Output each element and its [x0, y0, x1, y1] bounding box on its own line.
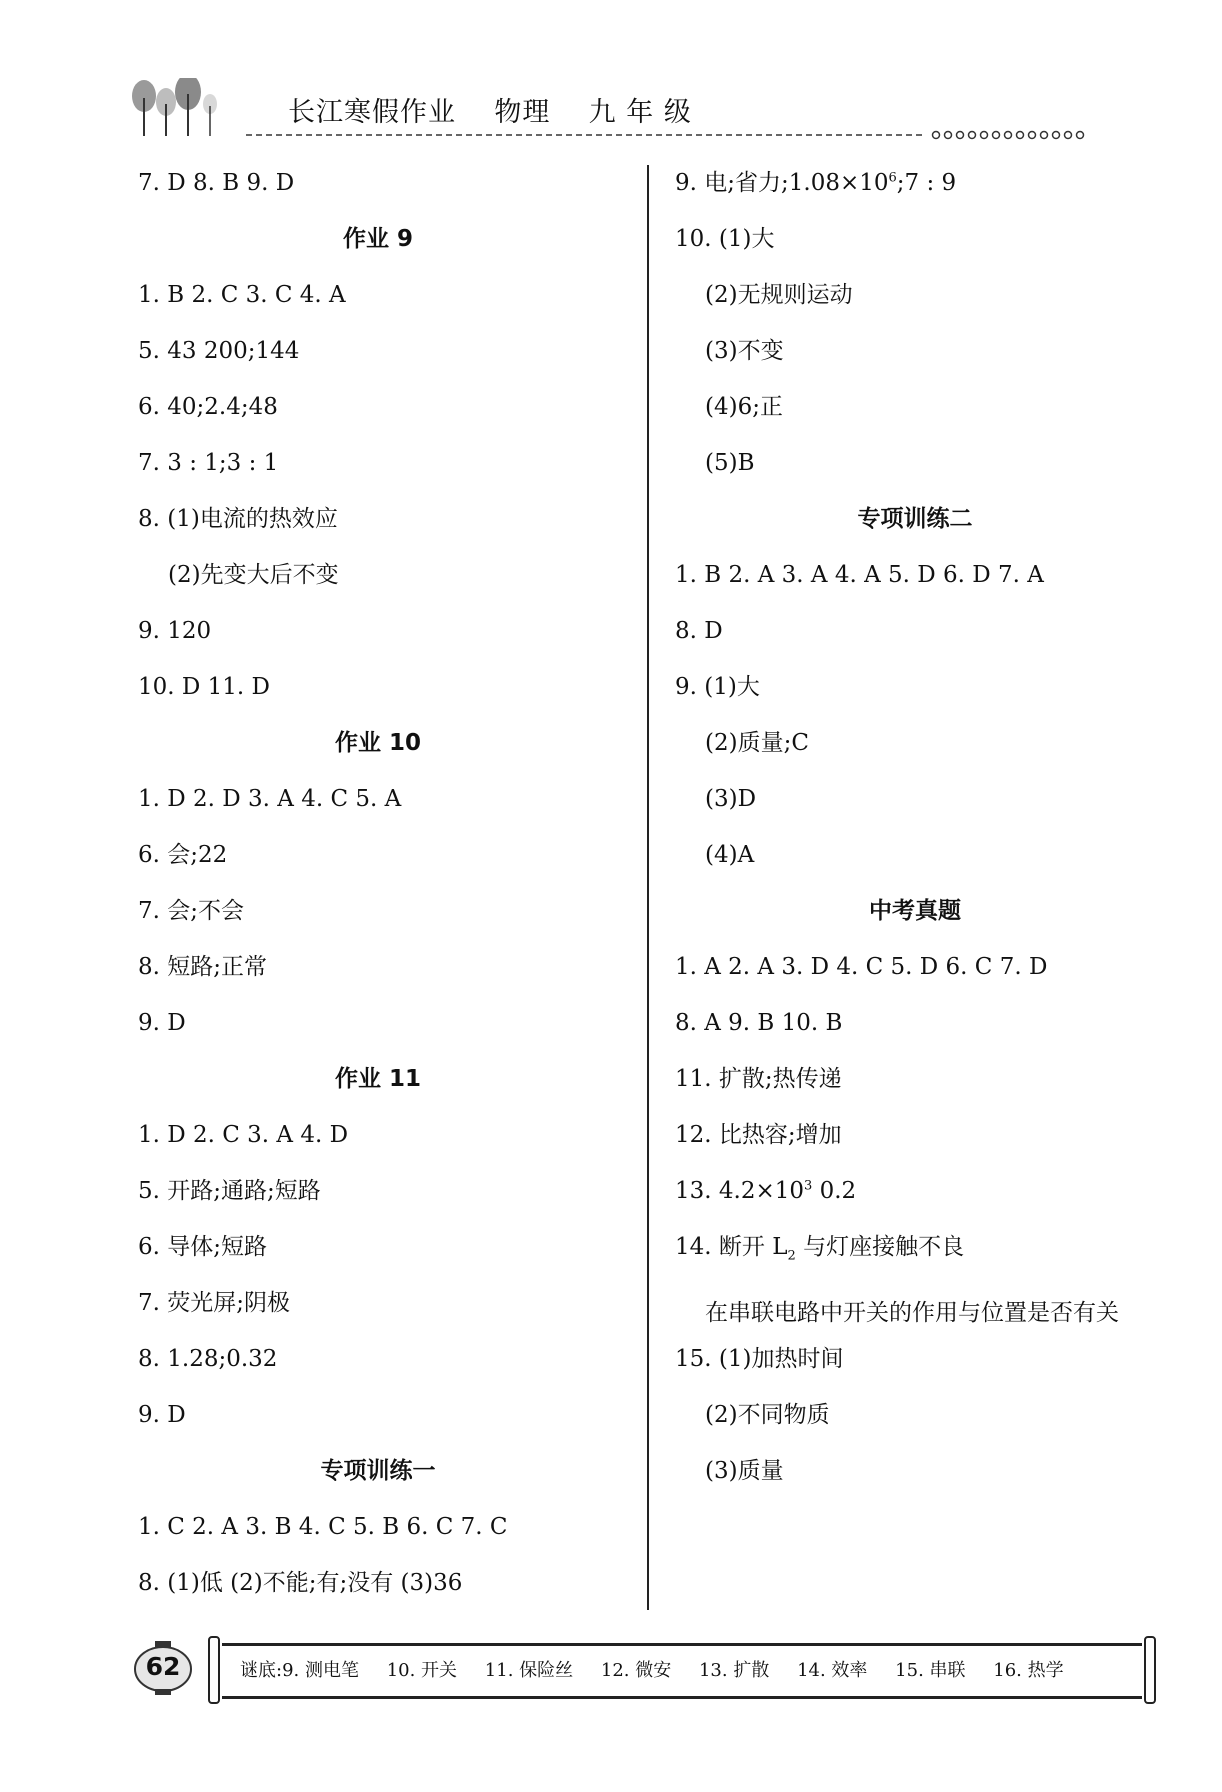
answer-line: (3)不变 — [705, 338, 784, 364]
riddle-item: 15. 串联 — [895, 1660, 966, 1681]
answer-line: 6. 会;22 — [138, 842, 228, 868]
answer-line: 7. 会;不会 — [138, 898, 245, 924]
riddle-item: 10. 开关 — [386, 1660, 458, 1681]
riddle-item: 12. 微安 — [600, 1660, 672, 1681]
answer-line: 7. 荧光屏;阴极 — [138, 1290, 291, 1316]
riddle-item: 11. 保险丝 — [484, 1660, 574, 1681]
answer-line: 15. (1)加热时间 — [675, 1346, 844, 1372]
answer-line: 10. (1)大 — [675, 226, 775, 252]
answer-line: 1. D 2. D 3. A 4. C 5. A — [138, 786, 402, 812]
header-dotted-rule — [246, 130, 1146, 140]
section-heading: 作业 9 — [342, 226, 413, 252]
answer-text: 13. 4.2×10 — [675, 1178, 805, 1204]
answer-line: (2)不同物质 — [705, 1402, 830, 1428]
answer-line: 8. 1.28;0.32 — [138, 1346, 278, 1372]
answer-line: 9. D — [138, 1402, 186, 1428]
answer-line: 11. 扩散;热传递 — [675, 1066, 842, 1092]
answer-line — [675, 165, 1155, 221]
answer-text: 与灯座接触不良 — [795, 1234, 965, 1260]
answer-line: (2)质量;C — [705, 730, 809, 756]
answer-line: 5. 43 200;144 — [138, 338, 300, 364]
superscript: 6 — [888, 170, 897, 186]
answer-text: ;7 : 9 — [896, 170, 957, 196]
answer-line: 10. D 11. D — [138, 674, 270, 700]
answer-line: (2)无规则运动 — [705, 282, 853, 308]
riddle-item: 谜底:9. 测电笔 — [240, 1660, 359, 1681]
answer-text: 0.2 — [812, 1178, 857, 1204]
riddle-answers — [240, 1656, 1086, 1682]
right-column — [675, 165, 1155, 1509]
section-heading: 作业 11 — [334, 1066, 421, 1092]
answer-line: 8. A 9. B 10. B — [675, 1010, 843, 1036]
riddle-item: 14. 效率 — [797, 1660, 868, 1681]
answer-line: 6. 导体;短路 — [138, 1234, 268, 1260]
trees-icon — [130, 78, 270, 138]
section-heading: 作业 10 — [334, 730, 421, 756]
answer-line: (4)A — [705, 842, 755, 868]
answer-line: 8. (1)电流的热效应 — [138, 506, 338, 532]
answer-line: (3)质量 — [705, 1458, 784, 1484]
answer-line: 7. 3 : 1;3 : 1 — [138, 450, 279, 476]
left-column — [138, 165, 618, 1621]
page-header — [130, 78, 1150, 148]
subscript: 2 — [787, 1248, 796, 1264]
answer-line: 8. (1)低 (2)不能;有;没有 (3)36 — [138, 1570, 463, 1596]
page-footer — [130, 1625, 1150, 1715]
answer-line: (3)D — [705, 786, 757, 812]
answer-line: 7. D 8. B 9. D — [138, 170, 295, 196]
section-heading: 专项训练一 — [320, 1458, 436, 1484]
answer-line: 8. 短路;正常 — [138, 954, 268, 980]
answer-line: 在串联电路中开关的作用与位置是否有关 — [705, 1300, 1119, 1326]
header-title: 长江寒假作业 物理 九 年 级 — [288, 97, 692, 128]
answer-line: 1. A 2. A 3. D 4. C 5. D 6. C 7. D — [675, 954, 1048, 980]
page-number: 62 — [145, 1652, 181, 1681]
answer-line: 6. 40;2.4;48 — [138, 394, 278, 420]
section-heading: 中考真题 — [869, 898, 961, 924]
riddle-scroll — [222, 1643, 1142, 1699]
answer-line: (5)B — [705, 450, 755, 476]
answer-text: 14. 断开 L — [675, 1234, 788, 1260]
answer-line: 1. C 2. A 3. B 4. C 5. B 6. C 7. C — [138, 1514, 508, 1540]
answer-line: 5. 开路;通路;短路 — [138, 1178, 321, 1204]
section-heading: 专项训练二 — [857, 506, 973, 532]
answer-line: (4)6;正 — [705, 394, 783, 420]
answer-line — [675, 1173, 1155, 1229]
answer-text: 9. 电;省力;1.08×10 — [675, 170, 889, 196]
answer-line: (2)先变大后不变 — [168, 562, 339, 588]
answer-line: 8. D — [675, 618, 723, 644]
superscript: 3 — [804, 1178, 813, 1194]
answer-line — [675, 1229, 1155, 1285]
answer-line: 12. 比热容;增加 — [675, 1122, 842, 1148]
answer-line: 9. D — [138, 1010, 186, 1036]
answer-line: 9. 120 — [138, 618, 212, 644]
answer-line: 1. B 2. A 3. A 4. A 5. D 6. D 7. A — [675, 562, 1044, 588]
answer-line: 9. (1)大 — [675, 674, 760, 700]
riddle-item: 13. 扩散 — [698, 1660, 770, 1681]
riddle-item: 16. 热学 — [993, 1660, 1064, 1681]
column-divider — [647, 165, 649, 1610]
answer-line: 1. B 2. C 3. C 4. A — [138, 282, 346, 308]
answer-line: 1. D 2. C 3. A 4. D — [138, 1122, 349, 1148]
